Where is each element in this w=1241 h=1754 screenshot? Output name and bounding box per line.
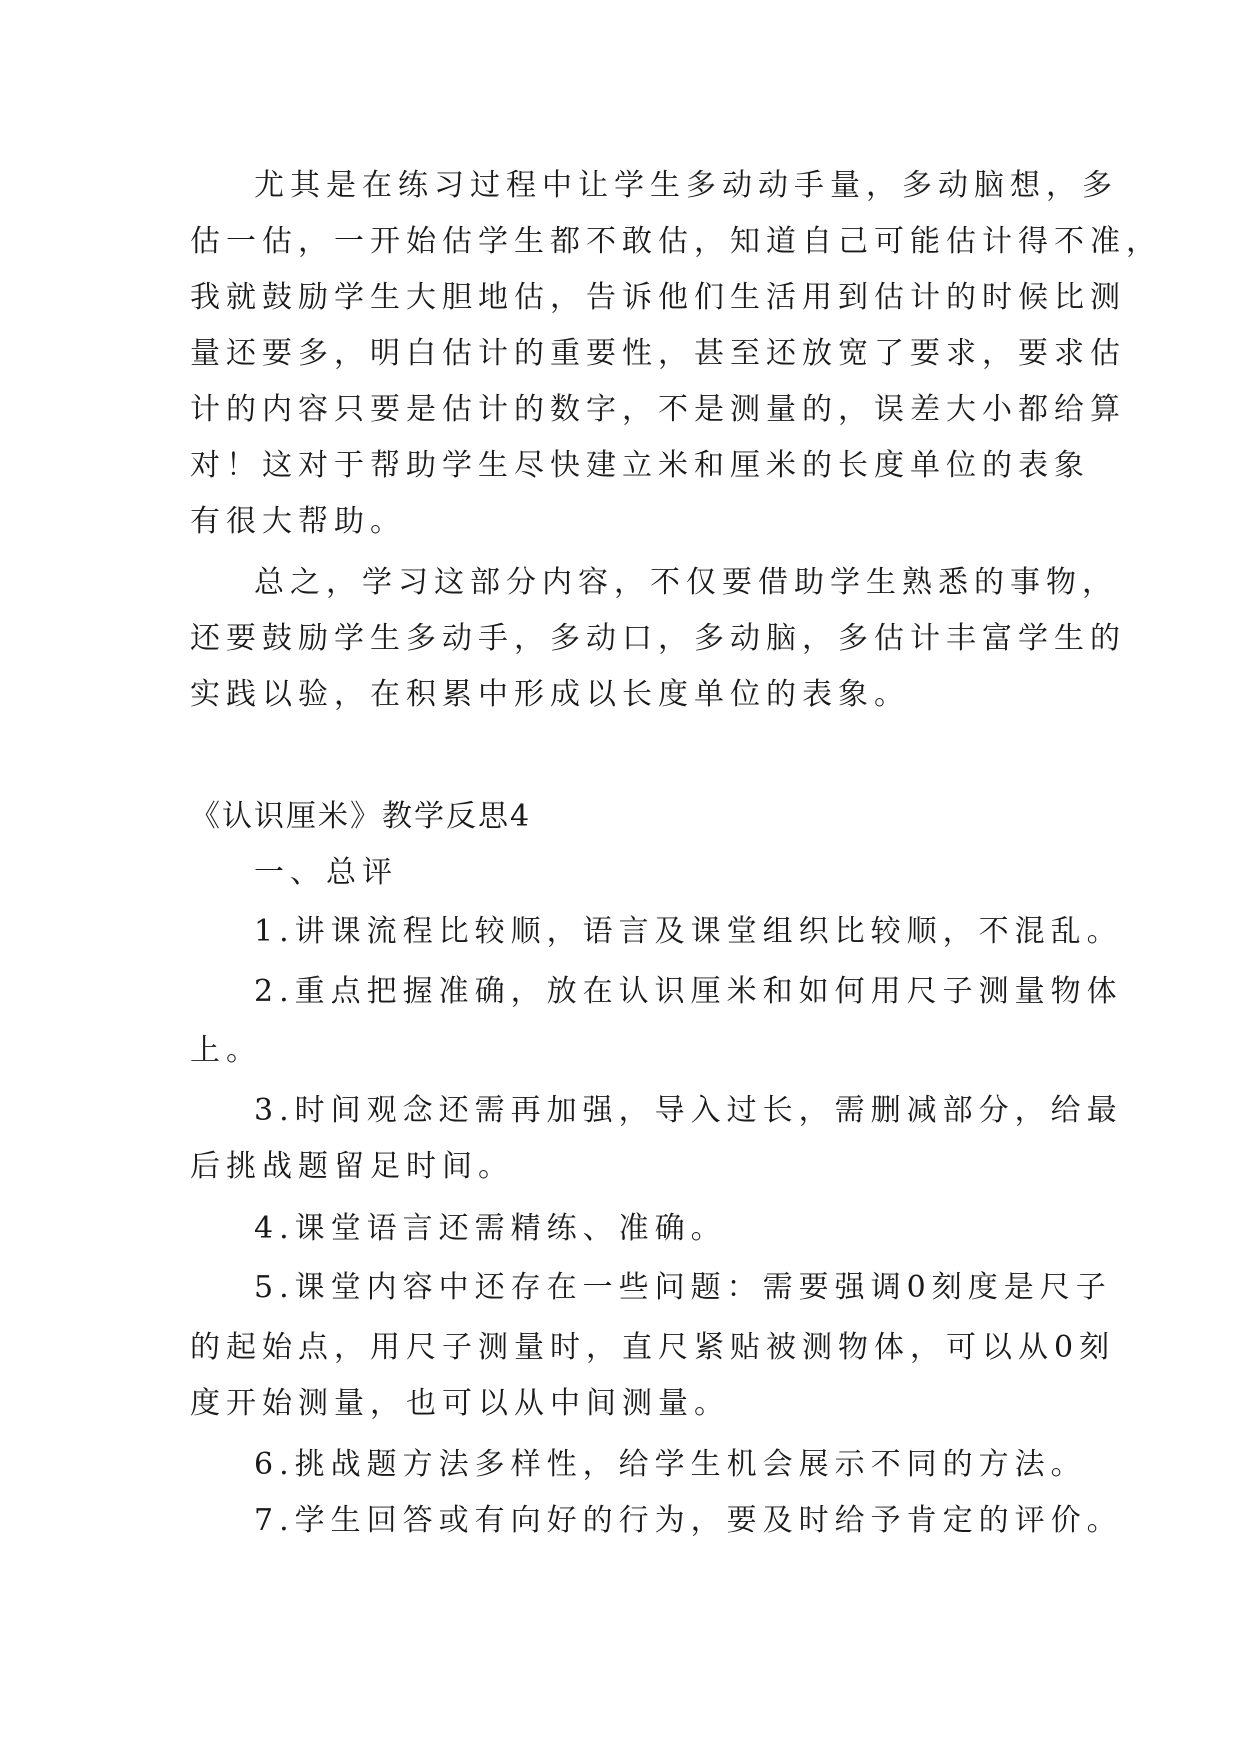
item-6-line-1: 6.挑战题方法多样性，给学生机会展示不同的方法。 (254, 1447, 1087, 1482)
paragraph-1-line-3: 我就鼓励学生大胆地估，告诉他们生活用到估计的时候比测 (190, 280, 1126, 315)
section-title: 《认识厘米》教学反思4 (190, 799, 532, 834)
paragraph-1-line-5: 计的内容只要是估计的数字，不是测量的，误差大小都给算 (190, 392, 1126, 427)
paragraph-1-line-7: 有很大帮助。 (190, 504, 406, 539)
paragraph-2-line-2: 还要鼓励学生多动手，多动口，多动脑，多估计丰富学生的 (190, 621, 1126, 656)
paragraph-2-line-3: 实践以验，在积累中形成以长度单位的表象。 (190, 677, 910, 712)
item-5-line-1: 5.课堂内容中还存在一些问题：需要强调0刻度是尺子 (254, 1270, 1112, 1305)
item-7-line-1: 7.学生回答或有向好的行为，要及时给予肯定的评价。 (254, 1503, 1123, 1538)
item-3-line-2: 后挑战题留足时间。 (190, 1149, 514, 1184)
item-3-line-1: 3.时间观念还需再加强，导入过长，需删减部分，给最 (254, 1093, 1123, 1128)
item-5-line-3: 度开始测量，也可以从中间测量。 (190, 1386, 730, 1421)
subheading-summary: 一、总评 (254, 855, 398, 890)
item-4-line-1: 4.课堂语言还需精练、准确。 (254, 1211, 727, 1246)
item-1-line-1: 1.讲课流程比较顺，语言及课堂组织比较顺，不混乱。 (254, 914, 1123, 949)
paragraph-2-line-1: 总之，学习这部分内容，不仅要借助学生熟悉的事物， (254, 565, 1118, 600)
paragraph-1-line-6: 对！这对于帮助学生尽快建立米和厘米的长度单位的表象 (190, 448, 1090, 483)
item-5-line-2: 的起始点，用尺子测量时，直尺紧贴被测物体，可以从0刻 (190, 1330, 1116, 1365)
paragraph-1-line-2: 估一估，一开始估学生都不敢估，知道自己可能估计得不准， (190, 224, 1162, 259)
item-2-line-1: 2.重点把握准确，放在认识厘米和如何用尺子测量物体 (254, 974, 1123, 1009)
paragraph-1-line-4: 量还要多，明白估计的重要性，甚至还放宽了要求，要求估 (190, 336, 1126, 371)
item-2-line-2: 上。 (190, 1033, 262, 1068)
paragraph-1-line-1: 尤其是在练习过程中让学生多动动手量，多动脑想，多 (254, 168, 1118, 203)
